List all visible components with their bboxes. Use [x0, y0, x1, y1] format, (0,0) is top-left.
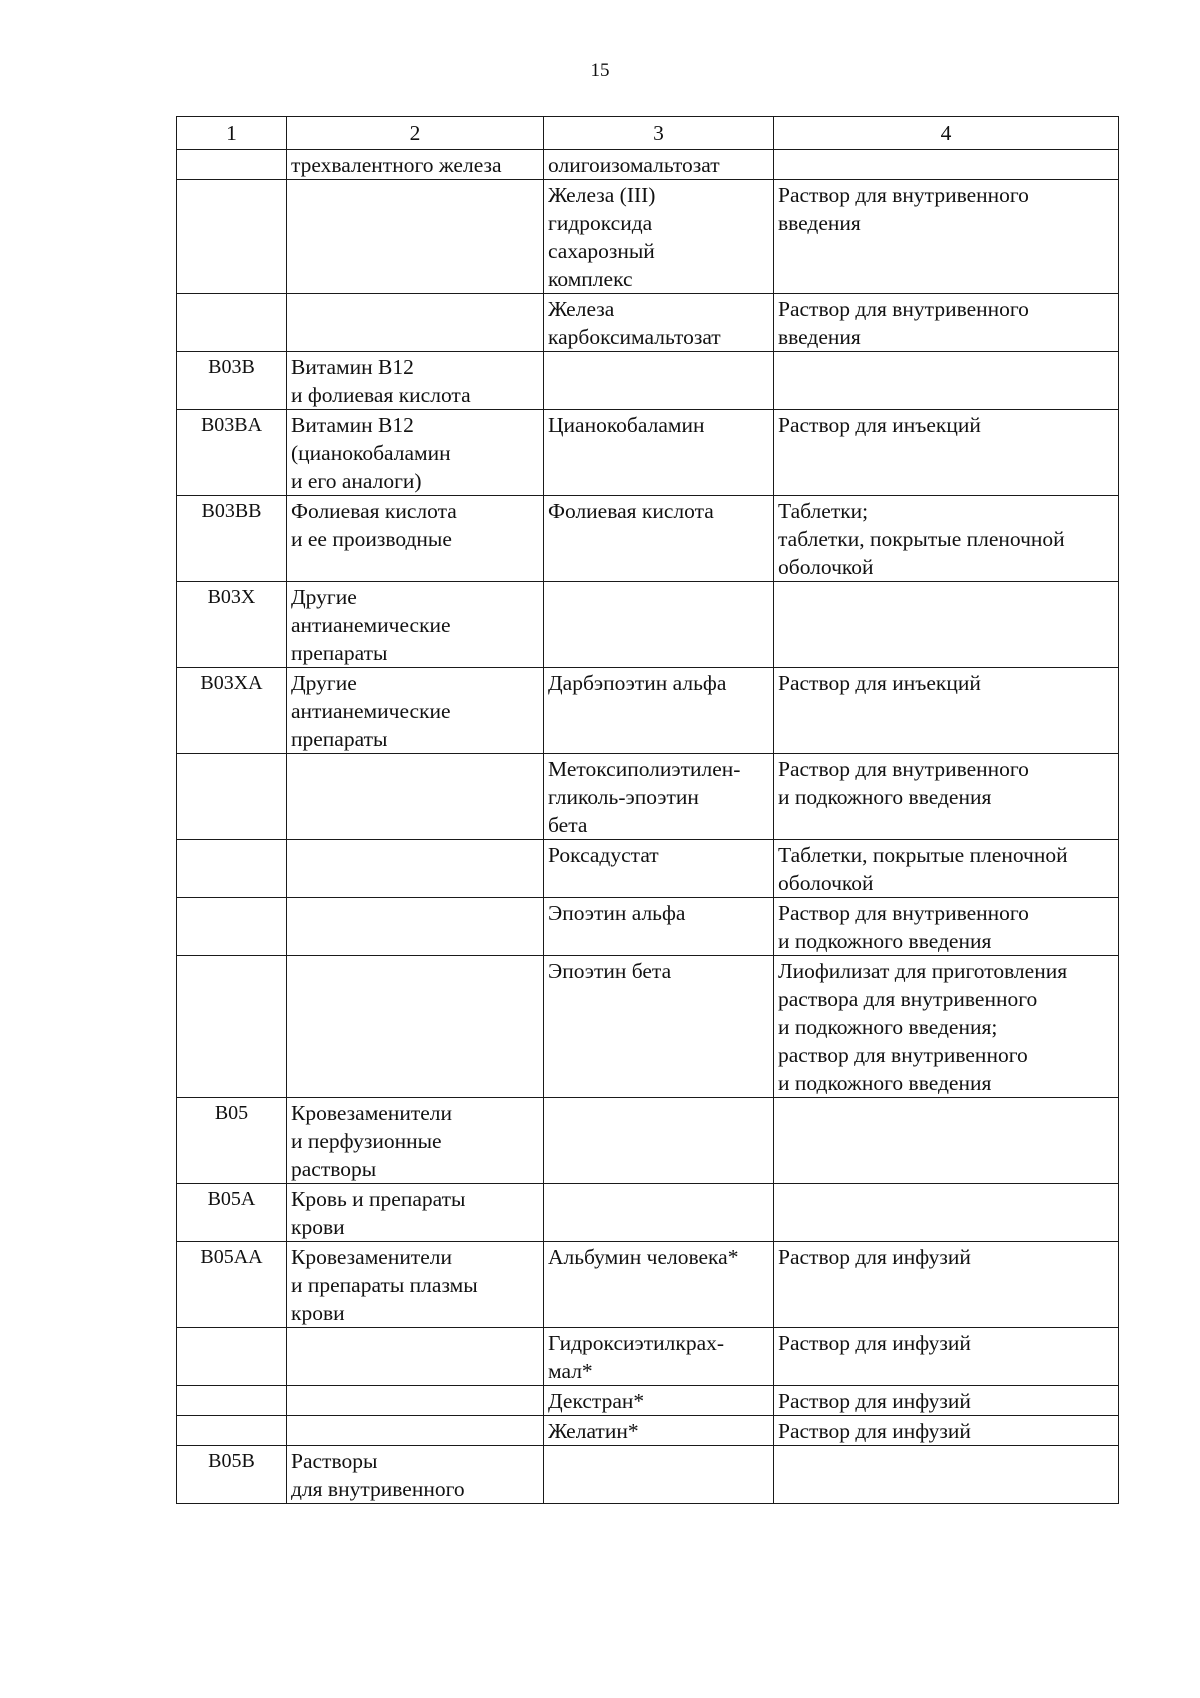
group-name-cell: Кровезаменители и перфузионные растворы [287, 1098, 544, 1184]
group-name-cell [287, 1386, 544, 1416]
dosage-form-cell: Раствор для инфузий [774, 1416, 1119, 1446]
dosage-form-cell: Таблетки, покрытые пленочной оболочкой [774, 840, 1119, 898]
header-col-2: 2 [287, 117, 544, 150]
table-row [177, 1184, 1119, 1242]
dosage-form-cell: Раствор для внутривенного и подкожного введения [774, 754, 1119, 840]
header-col-1: 1 [177, 117, 287, 150]
table-row [177, 668, 1119, 754]
dosage-form-cell [774, 1098, 1119, 1184]
substance-cell [544, 1446, 774, 1504]
atc-code-cell: B03X [177, 582, 287, 668]
group-name-cell: Кровь и препараты крови [287, 1184, 544, 1242]
table-row [177, 840, 1119, 898]
dosage-form-cell: Раствор для инфузий [774, 1328, 1119, 1386]
dosage-form-cell: Раствор для инфузий [774, 1242, 1119, 1328]
substance-cell: Цианокобаламин [544, 410, 774, 496]
dosage-form-cell [774, 1184, 1119, 1242]
substance-cell: Железа карбоксимальтозат [544, 294, 774, 352]
dosage-form-cell: Раствор для внутривенного введения [774, 294, 1119, 352]
atc-code-cell [177, 754, 287, 840]
table-row [177, 582, 1119, 668]
group-name-cell: Витамин B12 (цианокобаламин и его аналоги) [287, 410, 544, 496]
dosage-form-cell: Раствор для инъекций [774, 668, 1119, 754]
table-row [177, 352, 1119, 410]
dosage-form-cell [774, 1446, 1119, 1504]
atc-code-cell [177, 180, 287, 294]
atc-code-cell [177, 1386, 287, 1416]
table-row [177, 150, 1119, 180]
table-row [177, 1098, 1119, 1184]
substance-cell: олигоизомальтозат [544, 150, 774, 180]
table-body [177, 150, 1119, 1504]
atc-code-cell: B03B [177, 352, 287, 410]
header-col-3: 3 [544, 117, 774, 150]
substance-cell: Гидроксиэтилкрах- мал* [544, 1328, 774, 1386]
substance-cell: Желатин* [544, 1416, 774, 1446]
dosage-form-cell: Лиофилизат для приготовления раствора для внутривенного и подкожного введения; раствор для внутривенного и подкожного введения [774, 956, 1119, 1098]
dosage-form-cell [774, 352, 1119, 410]
substance-cell: Декстран* [544, 1386, 774, 1416]
group-name-cell [287, 754, 544, 840]
atc-code-cell: B05B [177, 1446, 287, 1504]
table-row [177, 410, 1119, 496]
table-row [177, 294, 1119, 352]
substance-cell: Роксадустат [544, 840, 774, 898]
atc-code-cell [177, 150, 287, 180]
group-name-cell: Кровезаменители и препараты плазмы крови [287, 1242, 544, 1328]
atc-code-cell: B05AA [177, 1242, 287, 1328]
table-row [177, 1416, 1119, 1446]
table-row [177, 1328, 1119, 1386]
atc-code-cell [177, 956, 287, 1098]
substance-cell [544, 352, 774, 410]
substance-cell [544, 582, 774, 668]
header-col-4: 4 [774, 117, 1119, 150]
substance-cell: Метоксиполиэтилен- гликоль-эпоэтин бета [544, 754, 774, 840]
atc-code-cell: B05 [177, 1098, 287, 1184]
dosage-form-cell: Раствор для инфузий [774, 1386, 1119, 1416]
table-row [177, 754, 1119, 840]
dosage-form-cell: Раствор для внутривенного введения [774, 180, 1119, 294]
dosage-form-cell: Таблетки; таблетки, покрытые пленочной оболочкой [774, 496, 1119, 582]
dosage-form-cell [774, 150, 1119, 180]
atc-code-cell: B03XA [177, 668, 287, 754]
group-name-cell [287, 898, 544, 956]
group-name-cell [287, 1328, 544, 1386]
table-row [177, 1386, 1119, 1416]
table-header-row [177, 117, 1119, 150]
group-name-cell [287, 840, 544, 898]
atc-code-cell [177, 898, 287, 956]
group-name-cell: Другие антианемические препараты [287, 582, 544, 668]
page-number: 15 [590, 60, 610, 81]
group-name-cell [287, 956, 544, 1098]
substance-cell: Фолиевая кислота [544, 496, 774, 582]
substance-cell [544, 1098, 774, 1184]
group-name-cell: Витамин B12 и фолиевая кислота [287, 352, 544, 410]
table-row [177, 180, 1119, 294]
drug-table [176, 116, 1119, 1504]
group-name-cell: Растворы для внутривенного [287, 1446, 544, 1504]
atc-code-cell: B05A [177, 1184, 287, 1242]
dosage-form-cell: Раствор для внутривенного и подкожного введения [774, 898, 1119, 956]
substance-cell: Эпоэтин альфа [544, 898, 774, 956]
substance-cell: Железа (III) гидроксида сахарозный комплекс [544, 180, 774, 294]
table-row [177, 1446, 1119, 1504]
table-row [177, 1242, 1119, 1328]
dosage-form-cell: Раствор для инъекций [774, 410, 1119, 496]
table-row [177, 496, 1119, 582]
atc-code-cell: B03BA [177, 410, 287, 496]
dosage-form-cell [774, 582, 1119, 668]
group-name-cell: Другие антианемические препараты [287, 668, 544, 754]
table-row [177, 898, 1119, 956]
group-name-cell [287, 180, 544, 294]
group-name-cell: Фолиевая кислота и ее производные [287, 496, 544, 582]
group-name-cell [287, 1416, 544, 1446]
atc-code-cell [177, 1416, 287, 1446]
substance-cell: Альбумин человека* [544, 1242, 774, 1328]
atc-code-cell: B03BB [177, 496, 287, 582]
substance-cell: Эпоэтин бета [544, 956, 774, 1098]
group-name-cell [287, 294, 544, 352]
table-row [177, 956, 1119, 1098]
substance-cell [544, 1184, 774, 1242]
substance-cell: Дарбэпоэтин альфа [544, 668, 774, 754]
group-name-cell: трехвалентного железа [287, 150, 544, 180]
atc-code-cell [177, 294, 287, 352]
atc-code-cell [177, 1328, 287, 1386]
atc-code-cell [177, 840, 287, 898]
